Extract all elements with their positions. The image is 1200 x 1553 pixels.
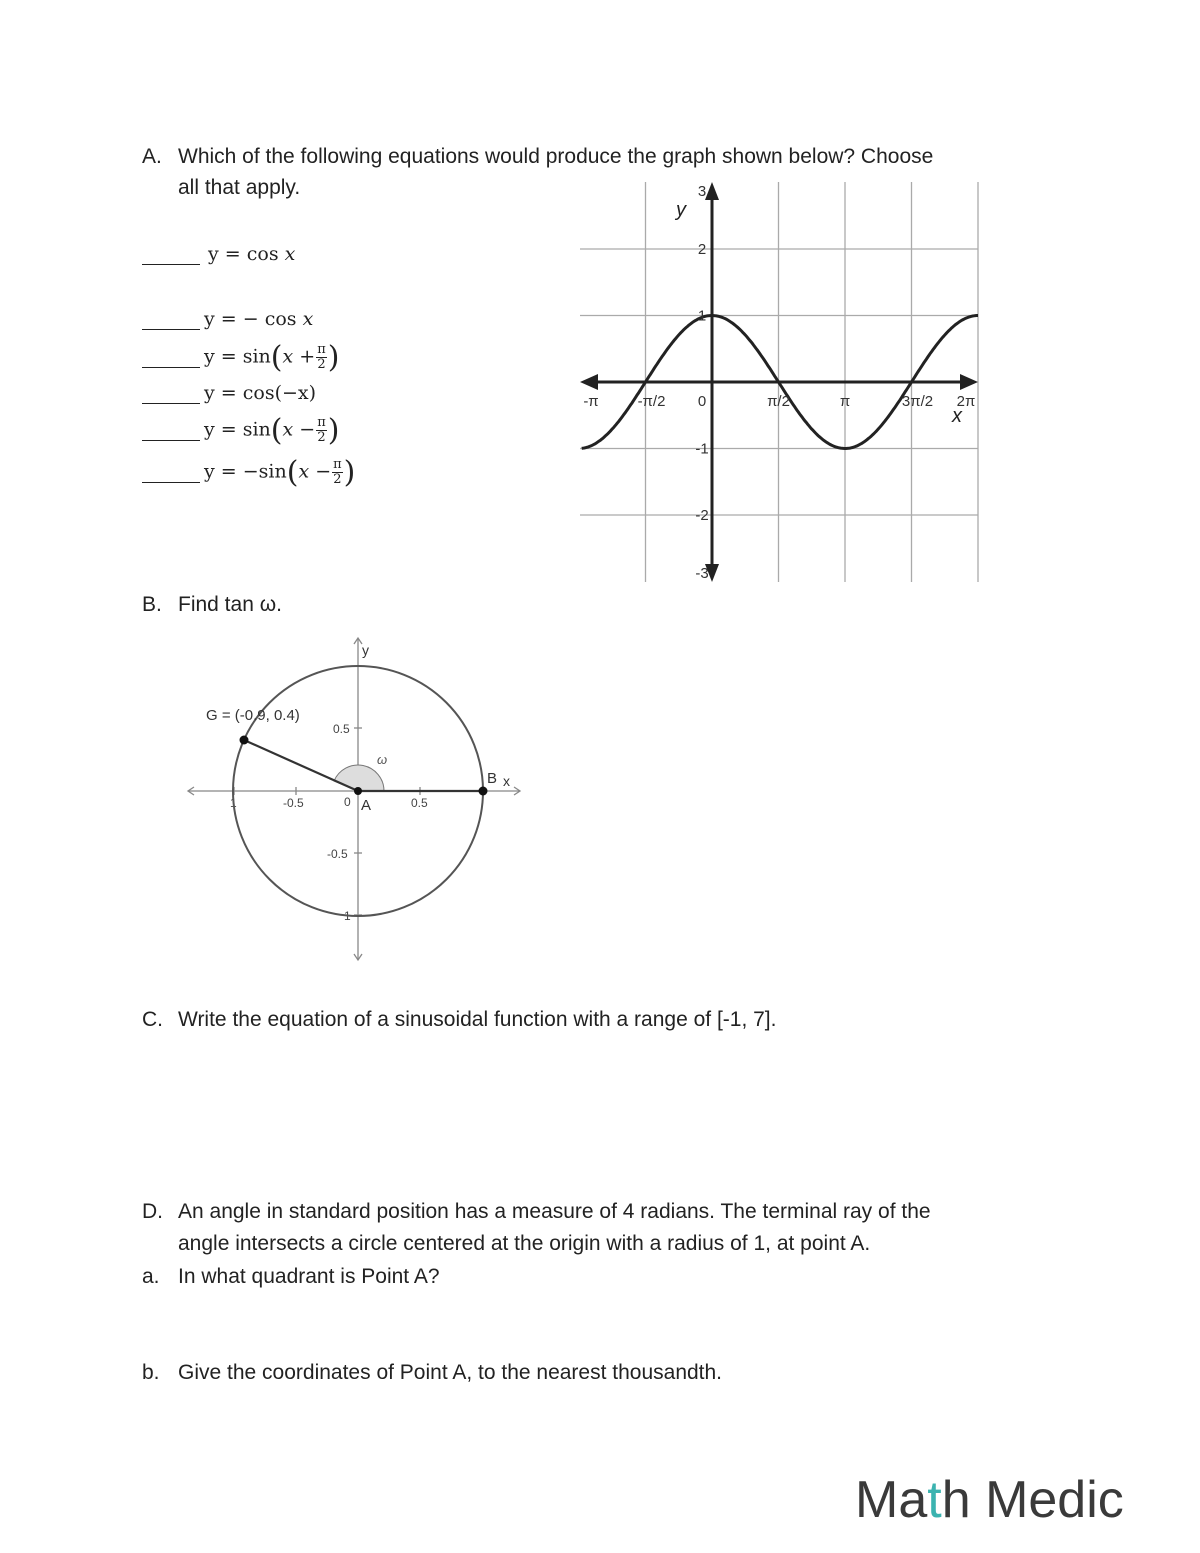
logo-text: h Medic	[941, 1471, 1124, 1529]
answer-blank[interactable]	[142, 347, 200, 368]
unit-circle-graph	[180, 630, 530, 970]
logo-cross-letter: t	[927, 1471, 942, 1529]
y-tick-label: -1	[695, 440, 709, 458]
option-6-inner: x −	[298, 460, 332, 482]
origin-label: 0	[344, 795, 351, 809]
question-b-label: B.	[142, 593, 162, 616]
x-tick-label: 2π	[956, 393, 976, 410]
answer-blank[interactable]	[142, 244, 200, 265]
point-b-label: B	[487, 770, 498, 787]
frac-num: π	[317, 341, 326, 357]
y-axis-label: y	[676, 199, 686, 221]
angle-sector	[334, 765, 384, 791]
option-1-text: y = cos	[208, 243, 279, 265]
x-tick-label: π	[839, 393, 851, 410]
question-d-b-text: Give the coordinates of Point A, to the nearest thousandth.	[178, 1361, 723, 1384]
y-tick-label: 2	[697, 241, 707, 258]
x-tick-label: 3π/2	[901, 393, 934, 410]
question-a-line2: all that apply.	[178, 176, 301, 199]
question-d-a-label: a.	[142, 1265, 160, 1288]
question-a-label: A.	[142, 145, 162, 168]
question-d-label: D.	[142, 1200, 163, 1223]
question-d-b-label: b.	[142, 1361, 160, 1384]
answer-blank[interactable]	[142, 420, 200, 441]
option-2-text: y = − cos	[204, 308, 297, 330]
question-d-a-text: In what quadrant is Point A?	[178, 1265, 440, 1288]
frac-num: π	[317, 414, 326, 430]
tick-label: 0.5	[333, 722, 350, 736]
question-b-text: Find tan ω.	[178, 593, 282, 616]
question-d-b	[142, 1357, 942, 1391]
point-a[interactable]	[354, 787, 362, 795]
x-tick-label: π/2	[767, 393, 790, 410]
tick-label: -0.5	[327, 847, 348, 861]
y-axis-arrow-up	[705, 182, 719, 200]
tick-label: -0.5	[283, 796, 304, 810]
option-6: y = −sin(x − $\frac{\pi}{2}$ )	[142, 455, 355, 489]
frac-den: 2	[317, 356, 326, 372]
tick-label: 1	[344, 909, 351, 923]
frac-num: π	[333, 456, 342, 472]
frac-den: 2	[333, 471, 342, 487]
tick-labels	[230, 722, 428, 923]
option-5-fn: y = sin	[204, 418, 271, 440]
y-tick-label: 1	[697, 307, 707, 325]
logo-text: Ma	[855, 1471, 928, 1529]
y-tick-label: 3	[697, 183, 707, 200]
x-axis-arrow-right	[960, 374, 978, 390]
question-c-label: C.	[142, 1008, 163, 1031]
y-tick-label: -3	[695, 565, 709, 582]
x-tick-label: -π	[583, 393, 599, 410]
x-axis-arrow-left	[580, 374, 598, 390]
question-d-line1: An angle in standard position has a measure of 4 radians. The terminal ray of the	[178, 1200, 931, 1223]
y-axis-label: y	[362, 642, 369, 658]
frac-den: 2	[317, 429, 326, 445]
question-c-text: Write the equation of a sinusoidal function with a range of [-1, 7].	[178, 1008, 777, 1031]
question-d	[142, 1196, 1062, 1266]
option-4-text: y = cos(−x)	[204, 382, 317, 404]
answer-blank[interactable]	[142, 383, 200, 404]
option-3-fn: y = sin	[204, 345, 271, 367]
option-1	[142, 237, 295, 271]
x-axis-label: x	[952, 405, 962, 427]
option-2-var: x	[302, 308, 314, 330]
option-4	[142, 376, 316, 410]
question-d-a	[142, 1261, 742, 1295]
option-3-inner: x +	[282, 345, 316, 367]
option-3: y = sin(x + $\frac{\pi}{2}$ )	[142, 340, 339, 374]
x-tick-label: -π/2	[637, 393, 666, 410]
question-c	[142, 1004, 1042, 1038]
answer-blank[interactable]	[142, 462, 200, 483]
y-tick-label: -2	[695, 507, 709, 524]
option-5: y = sin(x − $\frac{\pi}{2}$ )	[142, 413, 339, 447]
answer-blank[interactable]	[142, 309, 200, 330]
point-g-label: G = (-0.9, 0.4)	[206, 707, 300, 724]
question-a-line1: Which of the following equations would produce the graph shown below? Choose	[178, 145, 934, 168]
point-a-label: A	[361, 797, 372, 814]
omega-label: ω	[377, 752, 388, 767]
question-b	[142, 589, 542, 623]
question-d-line2: angle intersects a circle centered at the origin with a radius of 1, at point A.	[178, 1232, 871, 1255]
x-tick-label: 0	[697, 393, 707, 410]
option-6-fn: y = −sin	[204, 460, 287, 482]
option-5-inner: x −	[282, 418, 316, 440]
option-1-var: x	[284, 243, 296, 265]
math-medic-logo	[855, 1470, 1124, 1530]
cosine-graph	[570, 178, 990, 588]
option-2	[142, 302, 313, 336]
segment-ag	[244, 740, 358, 791]
x-axis-label: x	[503, 773, 510, 789]
tick-label: 1	[230, 796, 237, 810]
tick-label: 0.5	[411, 796, 428, 810]
point-g[interactable]	[240, 736, 249, 745]
point-b[interactable]	[479, 787, 488, 796]
